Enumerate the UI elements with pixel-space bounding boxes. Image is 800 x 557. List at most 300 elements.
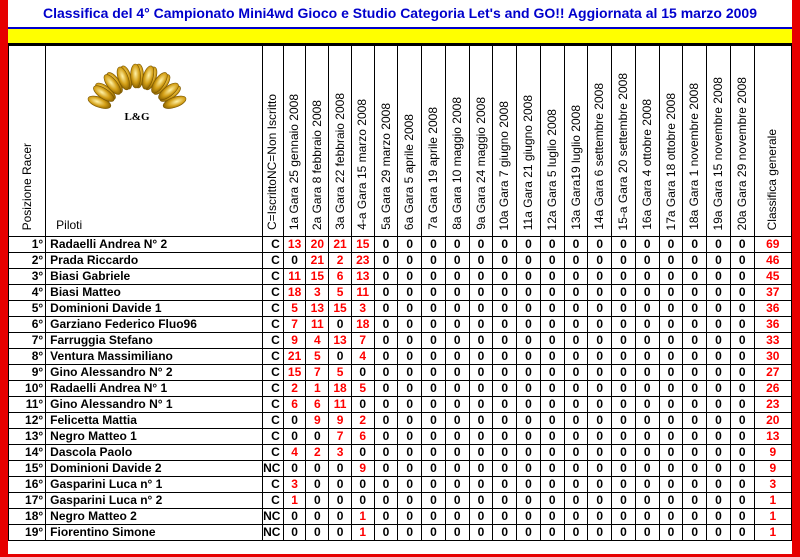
score-cell: 0 [564,493,588,509]
pilot-name-cell: Biasi Gabriele [46,269,263,285]
total-cell: 36 [754,301,791,317]
race-header-cell [612,46,636,237]
score-cell: 0 [588,413,612,429]
score-cell: 0 [612,509,636,525]
race-header: 7a Gara 19 aprile 2008 [426,107,440,230]
score-cell: 0 [351,445,374,461]
score-cell: 0 [683,493,707,509]
score-cell: 0 [659,429,683,445]
score-cell: 0 [540,445,564,461]
score-cell: 0 [564,477,588,493]
score-cell: 0 [612,445,636,461]
score-cell: 0 [612,429,636,445]
score-cell: 21 [283,349,306,365]
score-cell: 0 [588,349,612,365]
race-header: 2a Gara 8 febbraio 2008 [309,99,324,230]
status-cell: C [263,365,284,381]
race-header-cell [283,46,306,237]
score-cell: 0 [635,269,659,285]
score-cell: 0 [683,525,707,541]
score-cell: 0 [707,445,731,461]
score-cell: 0 [329,349,352,365]
table-row [9,493,792,509]
score-cell: 0 [588,269,612,285]
score-cell: 0 [659,285,683,301]
score-cell: 0 [659,445,683,461]
score-cell: 7 [283,317,306,333]
score-cell: 0 [564,429,588,445]
score-cell: 0 [635,317,659,333]
score-cell: 5 [306,349,329,365]
score-cell: 7 [306,365,329,381]
score-cell: 0 [707,333,731,349]
score-cell: 0 [374,333,398,349]
score-cell: 4 [283,445,306,461]
score-cell: 0 [469,269,493,285]
total-cell: 3 [754,477,791,493]
score-cell: 0 [517,301,541,317]
score-cell: 0 [540,429,564,445]
total-cell: 69 [754,237,791,253]
score-cell: 0 [588,445,612,461]
position-cell: 4° [9,285,46,301]
laurel-wreath-logo [82,61,192,171]
score-cell: 2 [306,445,329,461]
race-header: 13a Gara19 luglio 2008 [568,105,583,230]
score-cell: 5 [329,365,352,381]
total-cell: 23 [754,397,791,413]
total-cell: 1 [754,493,791,509]
score-cell: 4 [306,333,329,349]
score-cell: 0 [635,397,659,413]
score-cell: 0 [730,269,754,285]
score-cell: 0 [564,461,588,477]
score-cell: 0 [351,397,374,413]
score-cell: 0 [422,477,446,493]
score-cell: 0 [683,429,707,445]
score-cell: 0 [540,525,564,541]
score-cell: 0 [398,461,422,477]
pilot-header: Piloti [56,218,83,232]
race-header: 16a Gara 4 ottobre 2008 [639,99,654,230]
score-cell: 0 [635,237,659,253]
table-row [9,285,792,301]
score-cell: 6 [329,269,352,285]
score-cell: 0 [517,381,541,397]
pilot-name-cell: Felicetta Mattia [46,413,263,429]
score-cell: 0 [612,381,636,397]
score-cell: 0 [612,493,636,509]
score-cell: 0 [564,365,588,381]
score-cell: 0 [730,477,754,493]
score-cell: 13 [329,333,352,349]
total-cell: 1 [754,525,791,541]
score-cell: 0 [469,445,493,461]
pilot-name-cell: Dascola Paolo [46,445,263,461]
score-cell: 0 [730,317,754,333]
score-cell: 9 [306,413,329,429]
score-cell: 0 [398,317,422,333]
total-cell: 33 [754,333,791,349]
score-cell: 0 [445,461,469,477]
score-cell: 0 [635,509,659,525]
total-cell: 1 [754,509,791,525]
score-cell: 0 [351,493,374,509]
score-cell: 0 [283,253,306,269]
score-cell: 0 [445,525,469,541]
score-cell: 0 [564,381,588,397]
score-cell: 0 [374,317,398,333]
score-cell: 0 [422,445,446,461]
score-cell: 0 [707,413,731,429]
score-cell: 0 [564,333,588,349]
score-cell: 0 [398,237,422,253]
race-header-cell [564,46,588,237]
score-cell: 0 [659,301,683,317]
table-row [9,477,792,493]
score-cell: 13 [283,237,306,253]
score-cell: 0 [493,525,517,541]
score-cell: 0 [564,317,588,333]
score-cell: 0 [707,237,731,253]
total-cell: 9 [754,461,791,477]
score-cell: 0 [493,285,517,301]
score-cell: 0 [588,285,612,301]
score-cell: 0 [707,461,731,477]
score-cell: 0 [683,509,707,525]
score-cell: 0 [612,349,636,365]
score-cell: 0 [588,397,612,413]
score-cell: 0 [422,237,446,253]
table-row [9,525,792,541]
pilot-name-cell: Biasi Matteo [46,285,263,301]
score-cell: 0 [422,349,446,365]
score-cell: 0 [374,285,398,301]
score-cell: 0 [540,381,564,397]
position-cell: 18° [9,509,46,525]
status-cell: NC [263,525,284,541]
score-cell: 0 [351,365,374,381]
score-cell: 0 [659,269,683,285]
score-cell: 9 [283,333,306,349]
race-header: 3a Gara 22 febbraio 2008 [332,93,347,230]
score-cell: 0 [588,365,612,381]
score-cell: 0 [683,301,707,317]
race-header: 19a Gara 15 novembre 2008 [711,76,725,230]
score-cell: 15 [306,269,329,285]
score-cell: 0 [730,349,754,365]
race-header-cell [445,46,469,237]
score-cell: 1 [351,509,374,525]
score-cell: 0 [730,525,754,541]
score-cell: 13 [351,269,374,285]
score-cell: 0 [517,333,541,349]
score-cell: 0 [635,285,659,301]
score-cell: 0 [564,525,588,541]
status-cell: C [263,237,284,253]
score-cell: 0 [707,285,731,301]
score-cell: 0 [517,349,541,365]
status-cell: C [263,269,284,285]
score-cell: 0 [306,477,329,493]
score-cell: 0 [540,461,564,477]
score-cell: 2 [329,253,352,269]
score-cell: 0 [683,445,707,461]
score-cell: 0 [493,237,517,253]
score-cell: 0 [517,413,541,429]
position-cell: 12° [9,413,46,429]
score-cell: 0 [707,349,731,365]
score-cell: 0 [517,509,541,525]
score-cell: 0 [469,237,493,253]
score-cell: 5 [351,381,374,397]
score-cell: 0 [659,237,683,253]
status-cell: C [263,493,284,509]
score-cell: 0 [635,525,659,541]
score-cell: 0 [588,301,612,317]
race-header: 20a Gara 29 novembre 2008 [734,76,749,230]
score-cell: 0 [493,461,517,477]
pilot-name-cell: Radaelli Andrea N° 1 [46,381,263,397]
score-cell: 0 [398,525,422,541]
score-cell: 0 [398,445,422,461]
score-cell: 0 [730,301,754,317]
score-cell: 0 [707,525,731,541]
position-cell: 2° [9,253,46,269]
race-header: 12a Gara 5 luglio 2008 [544,108,559,230]
score-cell: 0 [469,477,493,493]
svg-text:L&G: L&G [124,111,150,123]
score-cell: 0 [422,509,446,525]
score-cell: 0 [374,237,398,253]
score-cell: 0 [588,381,612,397]
score-cell: 0 [374,413,398,429]
score-cell: 0 [493,365,517,381]
score-cell: 0 [659,333,683,349]
score-cell: 0 [445,429,469,445]
score-cell: 0 [398,253,422,269]
score-cell: 18 [351,317,374,333]
table-row [9,365,792,381]
race-header-cell [707,46,731,237]
table-row [9,349,792,365]
score-cell: 13 [306,301,329,317]
position-header-cell [9,46,46,237]
race-header-cell [659,46,683,237]
score-cell: 0 [659,365,683,381]
score-cell: 0 [422,317,446,333]
score-cell: 0 [683,269,707,285]
score-cell: 0 [445,237,469,253]
score-cell: 0 [730,253,754,269]
pilot-name-cell: Negro Matteo 2 [46,509,263,525]
score-cell: 0 [283,525,306,541]
score-cell: 0 [659,381,683,397]
score-cell: 0 [469,429,493,445]
table-row [9,381,792,397]
position-cell: 5° [9,301,46,317]
race-header-cell [540,46,564,237]
table-row [9,253,792,269]
score-cell: 0 [374,381,398,397]
score-cell: 0 [422,381,446,397]
score-cell: 0 [730,461,754,477]
score-cell: 0 [540,477,564,493]
position-cell: 15° [9,461,46,477]
score-cell: 0 [540,509,564,525]
race-header: 11a Gara 21 giugno 2008 [521,94,535,230]
score-cell: 0 [683,397,707,413]
score-cell: 15 [283,365,306,381]
score-cell: 5 [329,285,352,301]
score-cell: 0 [398,301,422,317]
score-cell: 0 [374,445,398,461]
score-cell: 0 [564,445,588,461]
score-cell: 11 [306,317,329,333]
header-row [9,46,792,237]
status-cell: C [263,397,284,413]
score-cell: 3 [351,301,374,317]
race-header: 10a Gara 7 giugno 2008 [497,100,512,230]
score-cell: 0 [612,237,636,253]
pilot-name-cell: Gasparini Luca n° 1 [46,477,263,493]
score-cell: 0 [707,301,731,317]
score-cell: 0 [635,253,659,269]
score-cell: 0 [564,253,588,269]
score-cell: 0 [445,413,469,429]
score-cell: 0 [588,493,612,509]
score-cell: 0 [707,509,731,525]
score-cell: 6 [283,397,306,413]
score-cell: 0 [469,349,493,365]
score-cell: 9 [329,413,352,429]
score-cell: 2 [283,381,306,397]
score-cell: 0 [422,493,446,509]
score-cell: 0 [306,493,329,509]
yellow-band [8,29,792,45]
table-row [9,269,792,285]
position-cell: 6° [9,317,46,333]
pilot-name-cell: Gasparini Luca n° 2 [46,493,263,509]
score-cell: 0 [707,253,731,269]
score-cell: 0 [540,285,564,301]
score-cell: 0 [707,269,731,285]
score-cell: 0 [564,269,588,285]
score-cell: 0 [422,365,446,381]
score-cell: 0 [588,525,612,541]
total-cell: 9 [754,445,791,461]
pilot-name-cell: Prada Riccardo [46,253,263,269]
score-cell: 0 [351,477,374,493]
score-cell: 0 [493,301,517,317]
table-row [9,397,792,413]
score-cell: 3 [306,285,329,301]
score-cell: 0 [422,397,446,413]
score-cell: 0 [635,477,659,493]
score-cell: 0 [683,477,707,493]
score-cell: 0 [635,349,659,365]
score-cell: 0 [612,525,636,541]
score-cell: 0 [422,253,446,269]
score-cell: 20 [306,237,329,253]
score-cell: 0 [517,461,541,477]
score-cell: 0 [283,429,306,445]
status-header-cell [263,46,284,237]
score-cell: 0 [469,301,493,317]
race-header-cell [329,46,352,237]
score-cell: 0 [540,317,564,333]
score-cell: 0 [306,509,329,525]
score-cell: 0 [730,429,754,445]
score-cell: 0 [283,413,306,429]
score-cell: 0 [588,317,612,333]
pilot-name-cell: Dominioni Davide 2 [46,461,263,477]
score-cell: 0 [635,413,659,429]
score-cell: 0 [683,317,707,333]
table-row [9,317,792,333]
score-cell: 0 [612,285,636,301]
race-header: 8a Gara 10 maggio 2008 [449,97,464,230]
score-cell: 0 [612,365,636,381]
score-cell: 3 [283,477,306,493]
score-cell: 6 [351,429,374,445]
score-cell: 0 [422,333,446,349]
pilot-name-cell: Gino Alessandro N° 1 [46,397,263,413]
score-cell: 0 [517,493,541,509]
race-header-cell [493,46,517,237]
score-cell: 0 [329,509,352,525]
status-cell: C [263,413,284,429]
score-cell: 0 [683,365,707,381]
total-header-cell [754,46,791,237]
score-cell: 0 [707,429,731,445]
score-cell: 0 [635,333,659,349]
score-cell: 0 [730,365,754,381]
score-cell: 0 [445,397,469,413]
score-cell: 0 [588,509,612,525]
pilot-name-cell: Fiorentino Simone [46,525,263,541]
table-row [9,413,792,429]
score-cell: 0 [398,397,422,413]
score-cell: 0 [469,461,493,477]
position-cell: 10° [9,381,46,397]
position-cell: 8° [9,349,46,365]
score-cell: 21 [306,253,329,269]
score-cell: 0 [730,285,754,301]
score-cell: 0 [445,333,469,349]
score-cell: 0 [540,333,564,349]
race-header: 17a Gara 18 ottobre 2008 [663,92,678,230]
score-cell: 0 [635,365,659,381]
status-header: C=IscrittoNC=Non Iscritto [265,93,280,230]
score-cell: 0 [517,317,541,333]
score-cell: 0 [588,253,612,269]
score-cell: 0 [493,493,517,509]
score-cell: 0 [329,493,352,509]
score-cell: 0 [493,333,517,349]
total-cell: 46 [754,253,791,269]
score-cell: 0 [374,301,398,317]
score-cell: 0 [445,365,469,381]
score-cell: 0 [540,237,564,253]
score-cell: 0 [493,253,517,269]
score-cell: 0 [612,461,636,477]
score-cell: 0 [635,461,659,477]
score-cell: 0 [540,301,564,317]
score-cell: 0 [445,445,469,461]
score-cell: 0 [659,349,683,365]
score-cell: 0 [588,461,612,477]
